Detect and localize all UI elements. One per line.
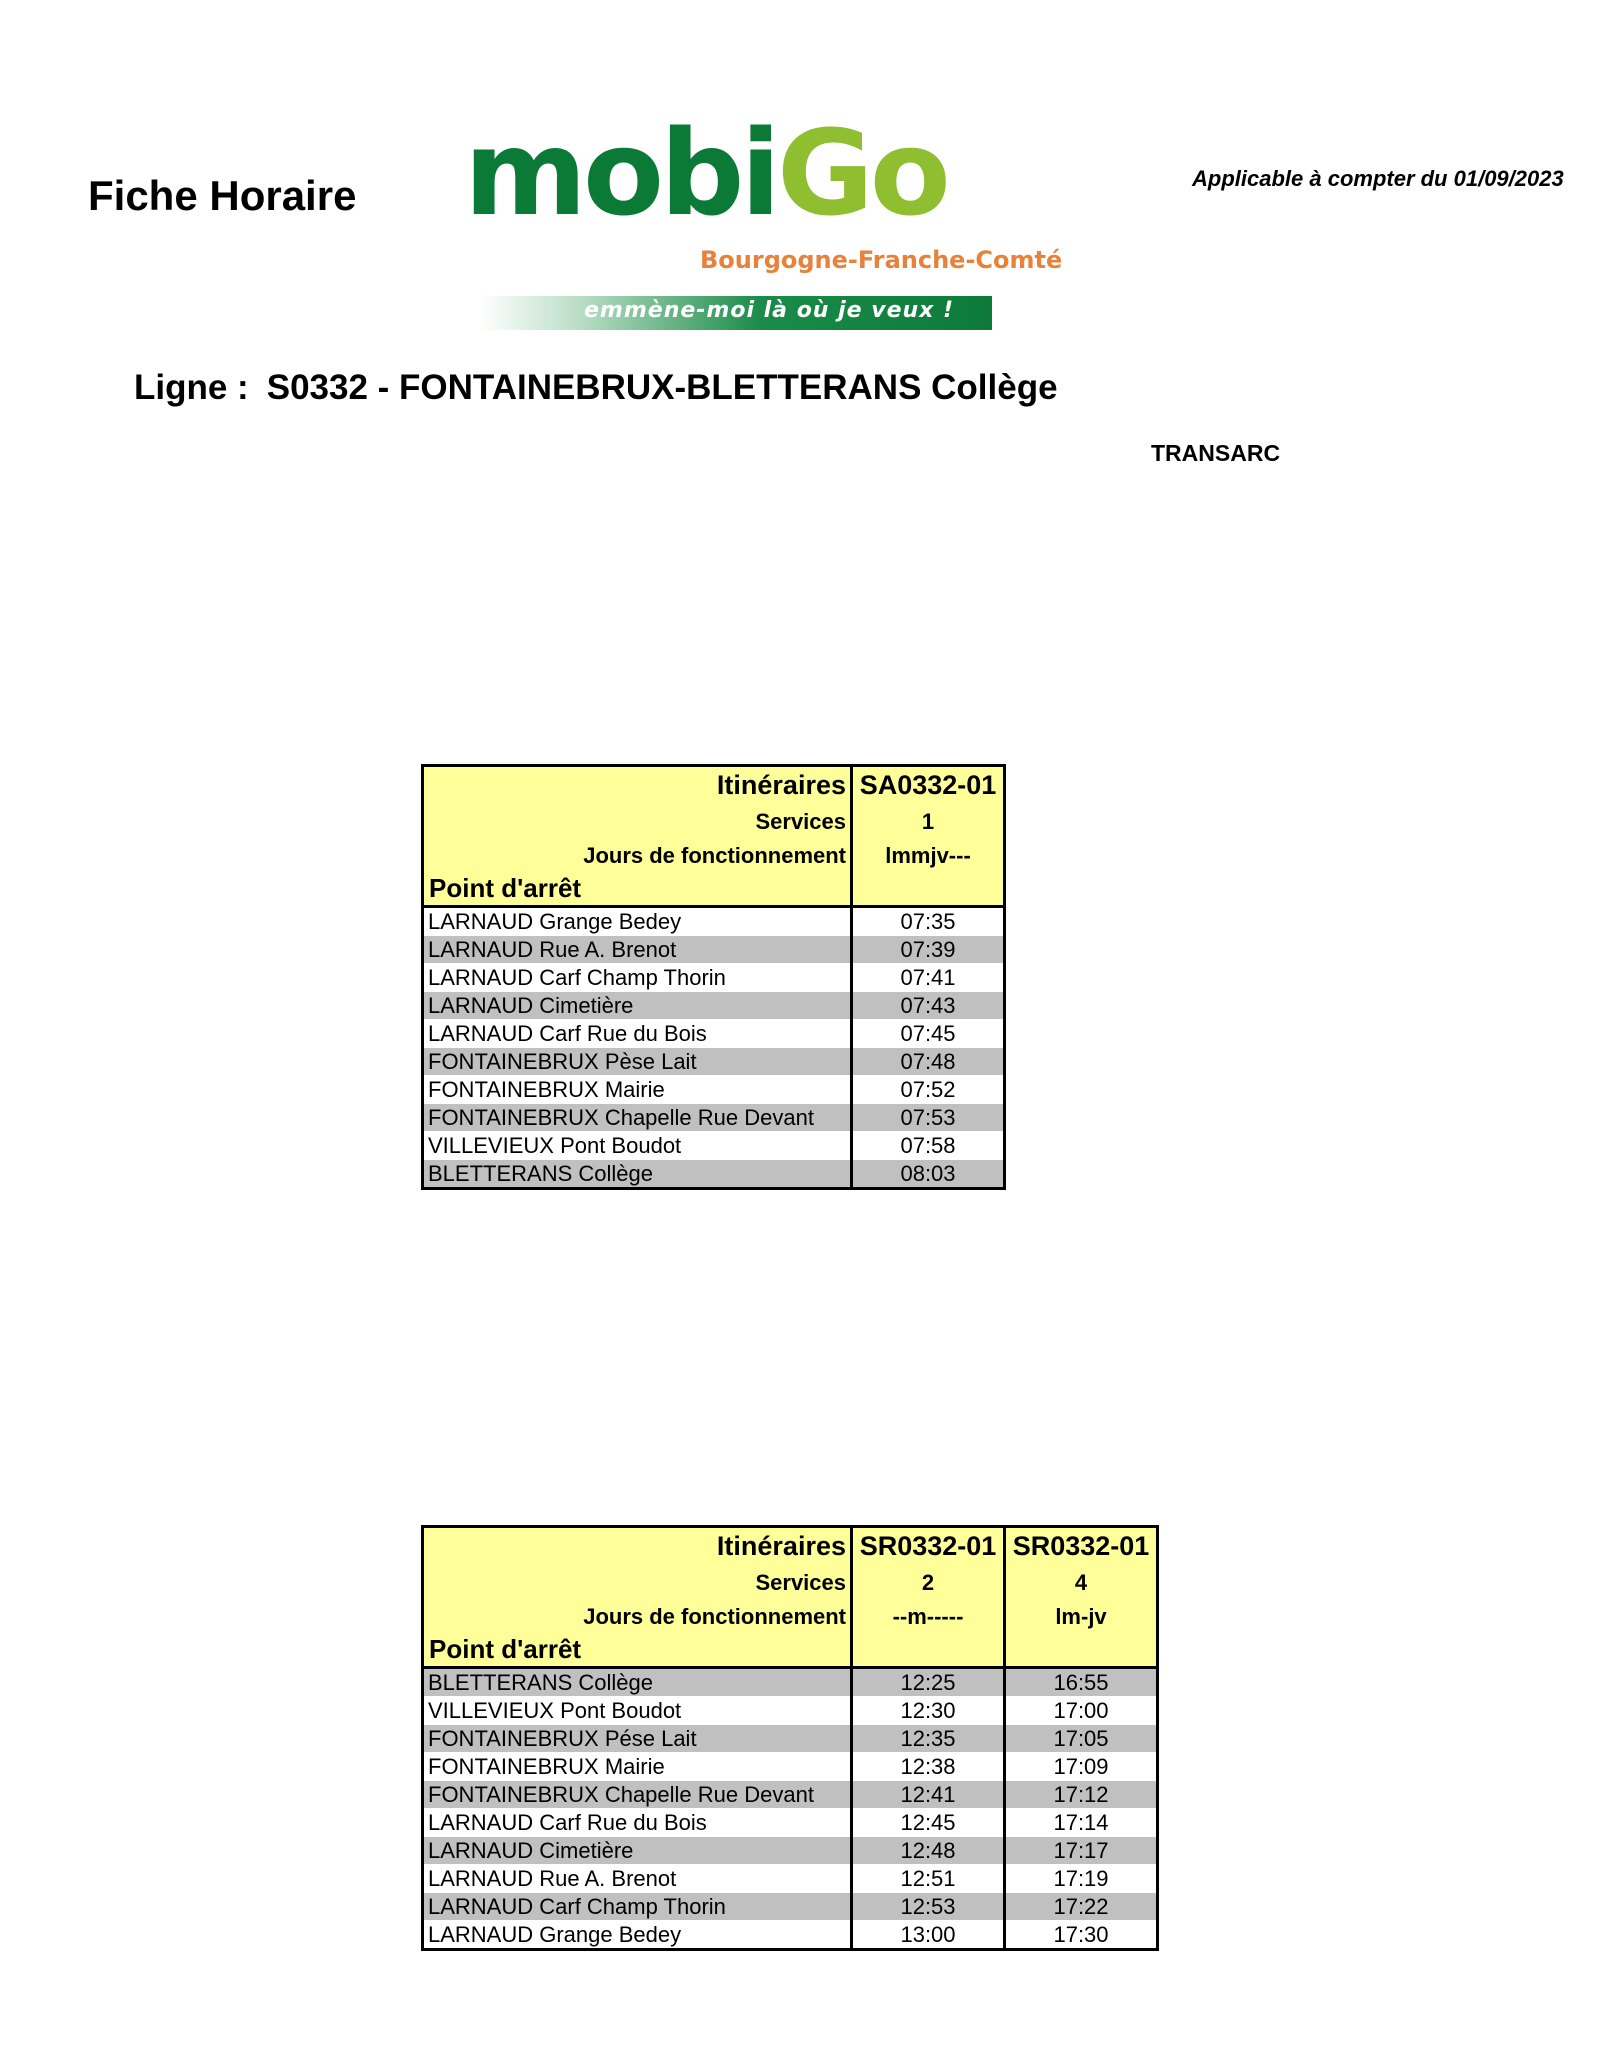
stop-name: LARNAUD Grange Bedey [423, 1921, 852, 1950]
services-label: Services [423, 804, 852, 839]
point-arret-label: Point d'arrêt [423, 1633, 852, 1668]
operator-name: TRANSARC [1151, 440, 1281, 466]
table-row [423, 1753, 1158, 1781]
applicable-date: Applicable à compter du 01/09/2023 [1192, 166, 1564, 191]
line-heading [134, 368, 1058, 408]
itineraires-label: Itinéraires [423, 1527, 852, 1566]
departure-time: 12:45 [852, 1809, 1005, 1837]
table-row [423, 1104, 1005, 1132]
table-row [423, 1668, 1158, 1697]
header-filler [852, 872, 1005, 907]
departure-time: 08:03 [852, 1160, 1005, 1189]
stop-name: BLETTERANS Collège [423, 1160, 852, 1189]
table-row [423, 1076, 1005, 1104]
departure-time: 13:00 [852, 1921, 1005, 1950]
itineraire-code: SA0332-01 [852, 766, 1005, 805]
table-row [423, 1725, 1158, 1753]
header-row-services [423, 1565, 1158, 1600]
header-row-itineraires [423, 766, 1005, 805]
table-row [423, 1865, 1158, 1893]
table-row [423, 964, 1005, 992]
departure-time: 17:14 [1005, 1809, 1158, 1837]
stop-name: LARNAUD Rue A. Brenot [423, 1865, 852, 1893]
stop-name: VILLEVIEUX Pont Boudot [423, 1697, 852, 1725]
header-filler [1005, 1633, 1158, 1668]
jours-code: lmmjv--- [852, 839, 1005, 872]
jours-code: lm-jv [1005, 1600, 1158, 1633]
table-row [423, 992, 1005, 1020]
departure-time: 17:00 [1005, 1697, 1158, 1725]
stop-name: LARNAUD Carf Champ Thorin [423, 1893, 852, 1921]
service-number: 1 [852, 804, 1005, 839]
header-filler [852, 1633, 1005, 1668]
itineraire-code: SR0332-01 [852, 1527, 1005, 1566]
departure-time: 07:58 [852, 1132, 1005, 1160]
header-row-jours [423, 1600, 1158, 1633]
point-arret-label: Point d'arrêt [423, 872, 852, 907]
departure-time: 07:39 [852, 936, 1005, 964]
service-number: 2 [852, 1565, 1005, 1600]
table-row [423, 1809, 1158, 1837]
stop-name: LARNAUD Carf Champ Thorin [423, 964, 852, 992]
departure-time: 07:52 [852, 1076, 1005, 1104]
table-row [423, 1020, 1005, 1048]
table-row [423, 1048, 1005, 1076]
timetable-aller-body [423, 766, 1005, 1189]
service-number: 4 [1005, 1565, 1158, 1600]
stop-name: FONTAINEBRUX Mairie [423, 1753, 852, 1781]
departure-time: 12:53 [852, 1893, 1005, 1921]
departure-time: 17:30 [1005, 1921, 1158, 1950]
stop-name: FONTAINEBRUX Pèse Lait [423, 1048, 852, 1076]
header-row-jours [423, 839, 1005, 872]
table-row [423, 907, 1005, 936]
departure-time: 16:55 [1005, 1668, 1158, 1697]
line-label: Ligne : [134, 368, 249, 407]
table-row [423, 1837, 1158, 1865]
departure-time: 07:43 [852, 992, 1005, 1020]
itineraires-label: Itinéraires [423, 766, 852, 805]
stop-name: LARNAUD Cimetière [423, 1837, 852, 1865]
departure-time: 17:19 [1005, 1865, 1158, 1893]
logo-wordmark: mobiGo [464, 104, 947, 242]
stop-name: FONTAINEBRUX Pése Lait [423, 1725, 852, 1753]
departure-time: 12:38 [852, 1753, 1005, 1781]
line-name: S0332 - FONTAINEBRUX-BLETTERANS Collège [266, 368, 1058, 407]
header-row-itineraires [423, 1527, 1158, 1566]
departure-time: 12:41 [852, 1781, 1005, 1809]
departure-time: 12:51 [852, 1865, 1005, 1893]
stop-name: FONTAINEBRUX Chapelle Rue Devant [423, 1781, 852, 1809]
table-row [423, 1697, 1158, 1725]
stop-name: LARNAUD Grange Bedey [423, 907, 852, 936]
stop-name: LARNAUD Rue A. Brenot [423, 936, 852, 964]
table-row [423, 1781, 1158, 1809]
departure-time: 12:35 [852, 1725, 1005, 1753]
stop-name: BLETTERANS Collège [423, 1668, 852, 1697]
logo-slogan: emmène-moi là où je veux ! [584, 298, 955, 323]
header-row-point-arret [423, 1633, 1158, 1668]
departure-time: 07:35 [852, 907, 1005, 936]
mobigo-logo [460, 104, 1100, 338]
stop-name: FONTAINEBRUX Mairie [423, 1076, 852, 1104]
stop-name: LARNAUD Carf Rue du Bois [423, 1809, 852, 1837]
header-row-point-arret [423, 872, 1005, 907]
services-label: Services [423, 1565, 852, 1600]
departure-time: 12:25 [852, 1668, 1005, 1697]
departure-time: 17:12 [1005, 1781, 1158, 1809]
table-row [423, 1893, 1158, 1921]
stop-name: FONTAINEBRUX Chapelle Rue Devant [423, 1104, 852, 1132]
table-row [423, 1921, 1158, 1950]
departure-time: 17:09 [1005, 1753, 1158, 1781]
departure-time: 12:30 [852, 1697, 1005, 1725]
table-row [423, 936, 1005, 964]
departure-time: 07:53 [852, 1104, 1005, 1132]
departure-time: 07:48 [852, 1048, 1005, 1076]
departure-time: 07:41 [852, 964, 1005, 992]
itineraire-code: SR0332-01 [1005, 1527, 1158, 1566]
departure-time: 07:45 [852, 1020, 1005, 1048]
jours-label: Jours de fonctionnement [423, 839, 852, 872]
timetable-retour [421, 1525, 1159, 1951]
departure-time: 17:17 [1005, 1837, 1158, 1865]
jours-code: --m----- [852, 1600, 1005, 1633]
table-row [423, 1132, 1005, 1160]
header-row-services [423, 804, 1005, 839]
timetable-retour-body [423, 1527, 1158, 1950]
stop-name: VILLEVIEUX Pont Boudot [423, 1132, 852, 1160]
departure-time: 17:22 [1005, 1893, 1158, 1921]
stop-name: LARNAUD Carf Rue du Bois [423, 1020, 852, 1048]
stop-name: LARNAUD Cimetière [423, 992, 852, 1020]
departure-time: 12:48 [852, 1837, 1005, 1865]
departure-time: 17:05 [1005, 1725, 1158, 1753]
timetable-aller [421, 764, 1006, 1190]
jours-label: Jours de fonctionnement [423, 1600, 852, 1633]
logo-region: Bourgogne-Franche-Comté [700, 246, 1063, 274]
table-row [423, 1160, 1005, 1189]
page-title: Fiche Horaire [88, 172, 357, 219]
